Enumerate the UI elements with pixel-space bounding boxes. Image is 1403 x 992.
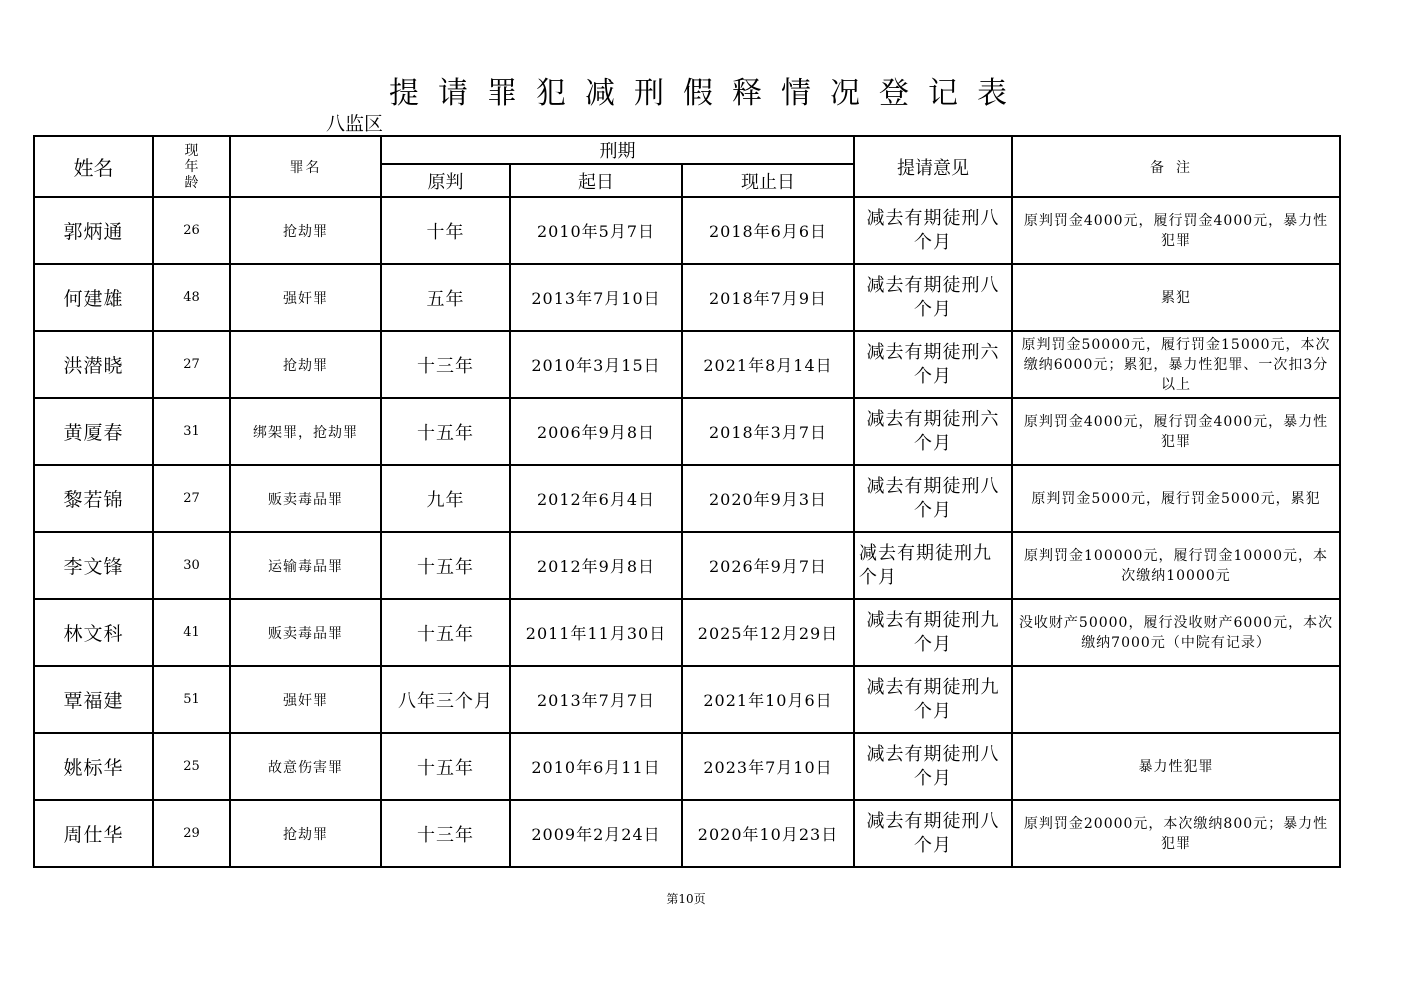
cell-age: 29 xyxy=(153,800,230,867)
register-table xyxy=(33,135,1341,868)
prison-area-label: 八监区 xyxy=(326,113,384,135)
cell-opinion: 减去有期徒刑八个月 xyxy=(854,465,1012,532)
cell-name: 周仕华 xyxy=(34,800,153,867)
cell-original-sentence: 八年三个月 xyxy=(381,666,510,733)
cell-crime: 抢劫罪 xyxy=(230,800,381,867)
cell-age: 30 xyxy=(153,532,230,599)
cell-name: 黎若锦 xyxy=(34,465,153,532)
table-row xyxy=(34,800,1340,867)
header-name: 姓名 xyxy=(34,136,153,197)
cell-end-date: 2020年9月3日 xyxy=(682,465,854,532)
cell-start-date: 2013年7月7日 xyxy=(510,666,682,733)
cell-age: 26 xyxy=(153,197,230,264)
cell-name: 姚标华 xyxy=(34,733,153,800)
cell-end-date: 2025年12月29日 xyxy=(682,599,854,666)
cell-crime: 贩卖毒品罪 xyxy=(230,599,381,666)
cell-remark: 原判罚金4000元，履行罚金4000元，暴力性犯罪 xyxy=(1012,398,1340,465)
cell-start-date: 2010年5月7日 xyxy=(510,197,682,264)
cell-end-date: 2023年7月10日 xyxy=(682,733,854,800)
cell-start-date: 2012年9月8日 xyxy=(510,532,682,599)
cell-crime: 抢劫罪 xyxy=(230,331,381,398)
table-row xyxy=(34,331,1340,398)
cell-age: 48 xyxy=(153,264,230,331)
cell-crime: 绑架罪，抢劫罪 xyxy=(230,398,381,465)
cell-age: 51 xyxy=(153,666,230,733)
cell-start-date: 2012年6月4日 xyxy=(510,465,682,532)
cell-crime: 贩卖毒品罪 xyxy=(230,465,381,532)
cell-remark: 原判罚金5000元，履行罚金5000元，累犯 xyxy=(1012,465,1340,532)
cell-name: 洪潜晓 xyxy=(34,331,153,398)
cell-opinion: 减去有期徒刑九个月 xyxy=(854,532,1012,599)
cell-original-sentence: 五年 xyxy=(381,264,510,331)
cell-age: 41 xyxy=(153,599,230,666)
cell-remark: 原判罚金50000元，履行罚金15000元，本次缴纳6000元；累犯，暴力性犯罪、一次扣3分以上 xyxy=(1012,331,1340,398)
cell-remark: 暴力性犯罪 xyxy=(1012,733,1340,800)
table-row xyxy=(34,197,1340,264)
cell-name: 郭炳通 xyxy=(34,197,153,264)
header-term: 刑期 xyxy=(381,136,854,164)
cell-age: 31 xyxy=(153,398,230,465)
table-header xyxy=(34,136,1340,197)
cell-opinion: 减去有期徒刑八个月 xyxy=(854,733,1012,800)
cell-original-sentence: 十三年 xyxy=(381,800,510,867)
cell-start-date: 2013年7月10日 xyxy=(510,264,682,331)
cell-end-date: 2020年10月23日 xyxy=(682,800,854,867)
cell-age: 27 xyxy=(153,331,230,398)
table-row xyxy=(34,733,1340,800)
cell-start-date: 2010年6月11日 xyxy=(510,733,682,800)
cell-remark: 原判罚金4000元，履行罚金4000元，暴力性犯罪 xyxy=(1012,197,1340,264)
header-crime: 罪名 xyxy=(230,136,381,197)
cell-crime: 抢劫罪 xyxy=(230,197,381,264)
cell-opinion: 减去有期徒刑九个月 xyxy=(854,666,1012,733)
cell-age: 25 xyxy=(153,733,230,800)
cell-end-date: 2018年7月9日 xyxy=(682,264,854,331)
cell-start-date: 2010年3月15日 xyxy=(510,331,682,398)
cell-original-sentence: 十五年 xyxy=(381,532,510,599)
cell-end-date: 2018年6月6日 xyxy=(682,197,854,264)
table-row xyxy=(34,398,1340,465)
header-end: 现止日 xyxy=(682,164,854,197)
cell-remark: 原判罚金100000元，履行罚金10000元，本次缴纳10000元 xyxy=(1012,532,1340,599)
cell-end-date: 2021年10月6日 xyxy=(682,666,854,733)
table-row xyxy=(34,264,1340,331)
cell-remark: 没收财产50000，履行没收财产6000元，本次缴纳7000元（中院有记录） xyxy=(1012,599,1340,666)
page-title: 提请罪犯减刑假释情况登记表 xyxy=(389,76,1026,111)
table-row xyxy=(34,465,1340,532)
header-opinion: 提请意见 xyxy=(854,136,1012,197)
cell-start-date: 2006年9月8日 xyxy=(510,398,682,465)
cell-remark: 原判罚金20000元，本次缴纳800元；暴力性犯罪 xyxy=(1012,800,1340,867)
cell-crime: 故意伤害罪 xyxy=(230,733,381,800)
cell-crime: 强奸罪 xyxy=(230,264,381,331)
cell-name: 覃福建 xyxy=(34,666,153,733)
cell-remark: 累犯 xyxy=(1012,264,1340,331)
cell-name: 黄厦春 xyxy=(34,398,153,465)
cell-original-sentence: 九年 xyxy=(381,465,510,532)
table-row xyxy=(34,599,1340,666)
cell-name: 何建雄 xyxy=(34,264,153,331)
cell-original-sentence: 十五年 xyxy=(381,733,510,800)
cell-remark xyxy=(1012,666,1340,733)
cell-crime: 强奸罪 xyxy=(230,666,381,733)
cell-age: 27 xyxy=(153,465,230,532)
cell-opinion: 减去有期徒刑九个月 xyxy=(854,599,1012,666)
cell-original-sentence: 十三年 xyxy=(381,331,510,398)
cell-opinion: 减去有期徒刑八个月 xyxy=(854,264,1012,331)
header-age xyxy=(153,136,230,197)
cell-original-sentence: 十五年 xyxy=(381,398,510,465)
cell-end-date: 2026年9月7日 xyxy=(682,532,854,599)
cell-original-sentence: 十五年 xyxy=(381,599,510,666)
cell-opinion: 减去有期徒刑六个月 xyxy=(854,331,1012,398)
table-row xyxy=(34,532,1340,599)
header-age-text: 现年龄 xyxy=(184,142,199,191)
header-original: 原判 xyxy=(381,164,510,197)
header-start: 起日 xyxy=(510,164,682,197)
cell-end-date: 2018年3月7日 xyxy=(682,398,854,465)
table-body xyxy=(34,197,1340,867)
cell-start-date: 2011年11月30日 xyxy=(510,599,682,666)
cell-opinion: 减去有期徒刑六个月 xyxy=(854,398,1012,465)
cell-name: 李文锋 xyxy=(34,532,153,599)
table-row xyxy=(34,666,1340,733)
page-number: 第10页 xyxy=(666,892,706,906)
cell-name: 林文科 xyxy=(34,599,153,666)
cell-start-date: 2009年2月24日 xyxy=(510,800,682,867)
cell-opinion: 减去有期徒刑八个月 xyxy=(854,197,1012,264)
cell-original-sentence: 十年 xyxy=(381,197,510,264)
cell-end-date: 2021年8月14日 xyxy=(682,331,854,398)
cell-opinion: 减去有期徒刑八个月 xyxy=(854,800,1012,867)
header-remark: 备注 xyxy=(1012,136,1340,197)
cell-crime: 运输毒品罪 xyxy=(230,532,381,599)
